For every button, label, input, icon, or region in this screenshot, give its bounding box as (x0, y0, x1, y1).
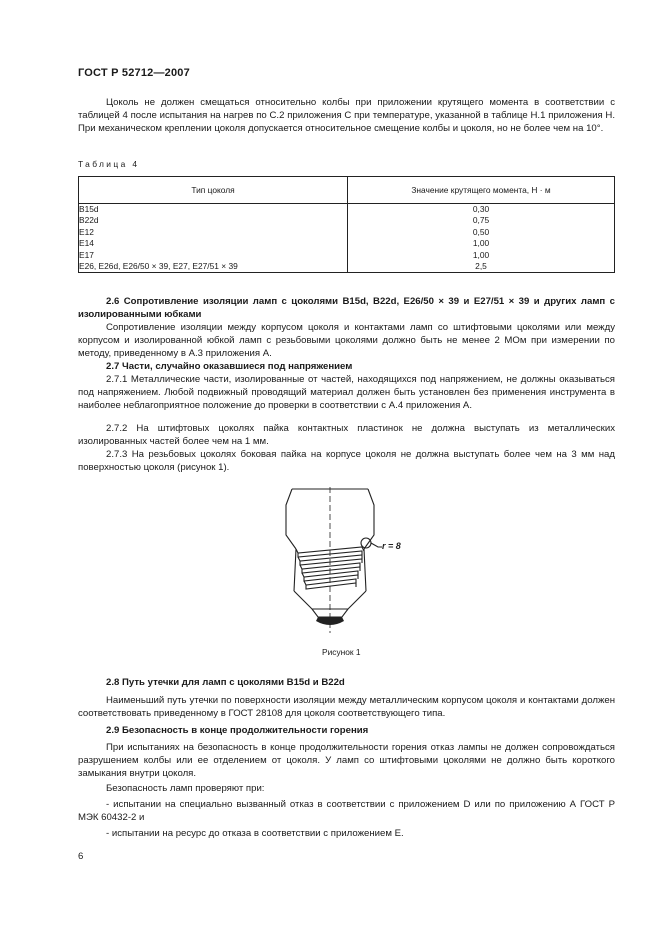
document-code: ГОСТ Р 52712—2007 (78, 67, 190, 79)
section-2-7-2: 2.7.2 На штифтовых цоколях пайка контактных пластинок не должна выступать из металлических изолированных частей более чем на 1 мм. (78, 423, 615, 448)
section-2-8-heading: 2.8 Путь утечки для ламп с цоколями B15d и B22d (106, 677, 345, 688)
figure-lamp-base (270, 487, 430, 635)
torque-column (348, 204, 615, 273)
page-number: 6 (78, 851, 84, 862)
section-2-9-heading: 2.9 Безопасность в конце продолжительности горения (106, 725, 369, 736)
section-2-7-1: 2.7.1 Металлические части, изолированные от частей, находящихся под напряжением, не должны оказываться под напряжением. Любой подвижный проводящий материал должен быть установлен без применения инструмента в наиболее неблагоприятное положение до проверки в соответствии с А.4 приложения А. (78, 374, 615, 412)
torque-table (78, 176, 615, 273)
table-cell-type: B22d (79, 215, 99, 226)
table-cell-type: E26, E26d, E26/50 × 39, E27, E27/51 × 39 (79, 260, 238, 271)
table-cell-value: 0,30 (472, 204, 490, 214)
table-cell-value: 1,00 (472, 249, 490, 260)
table-cell-type: E12 (79, 226, 94, 237)
table-cell-type: E17 (79, 249, 94, 260)
section-2-9-p2: Безопасность ламп проверяют при: (106, 783, 265, 794)
base-type-column (79, 204, 348, 273)
section-2-9-p1: При испытаниях на безопасность в конце продолжительности горения отказ лампы не должен сопровождаться разрушением колбы или ее отделением от цоколя. У ламп со штифтовыми цоколями не должно быть короткого замыкания внутри цоколя. (78, 742, 615, 780)
table-cell-value: 0,50 (472, 226, 490, 237)
table-cell-value: 2,5 (475, 260, 487, 271)
section-2-8-text: Наименьший путь утечки по поверхности изоляции между металлическим корпусом цоколя и контактами должен соответствовать приведенному в ГОСТ 28108 для цоколя соответствующего типа. (78, 695, 615, 720)
section-2-9-p3: - испытании на специально вызванный отказ в соответствии с приложением D или по приложению А ГОСТ Р МЭК 60432-2 и (78, 799, 615, 824)
section-2-9-p4: - испытании на ресурс до отказа в соответствии с приложением Е. (106, 828, 404, 839)
section-2-6-text: Сопротивление изоляции между корпусом цоколя и контактами ламп со штифтовыми цоколями или между корпусом и изолированной юбкой ламп с резьбовыми цоколями должно быть не менее 2 МОм при измерении по методу, приведенному в А.3 приложения А. (78, 322, 615, 360)
table-cell-value: 1,00 (472, 238, 490, 249)
table-header-base-type: Тип цоколя (79, 177, 348, 204)
table-cell-type: E14 (79, 238, 94, 249)
figure-radius-label: r = 8 (382, 541, 401, 551)
table-cell-type: B15d (79, 204, 99, 214)
section-2-6-heading: 2.6 Сопротивление изоляции ламп с цоколями B15d, B22d, E26/50 × 39 и E27/51 × 39 и других ламп с изолированными юбками (78, 296, 615, 321)
section-2-7-heading: 2.7 Части, случайно оказавшиеся под напряжением (106, 361, 353, 372)
table-cell-value: 0,75 (472, 215, 490, 226)
table-caption: Таблица 4 (78, 159, 140, 169)
table-header-torque: Значение крутящего момента, Н · м (348, 177, 615, 204)
figure-caption: Рисунок 1 (322, 647, 361, 657)
section-2-7-3: 2.7.3 На резьбовых цоколях боковая пайка на корпусе цоколя не должна выступать более чем на 3 мм над поверхностью цоколя (рисунок 1). (78, 449, 615, 474)
intro-paragraph: Цоколь не должен смещаться относительно колбы при приложении крутящего момента в соответствии с таблицей 4 после испытания на нагрев по С.2 приложения С при температуре, указанной в таблице Н.1 приложения Н. При механическом креплении цоколя допускается относительное смещение колбы и цоколя, но не более чем на 10°. (78, 97, 615, 135)
